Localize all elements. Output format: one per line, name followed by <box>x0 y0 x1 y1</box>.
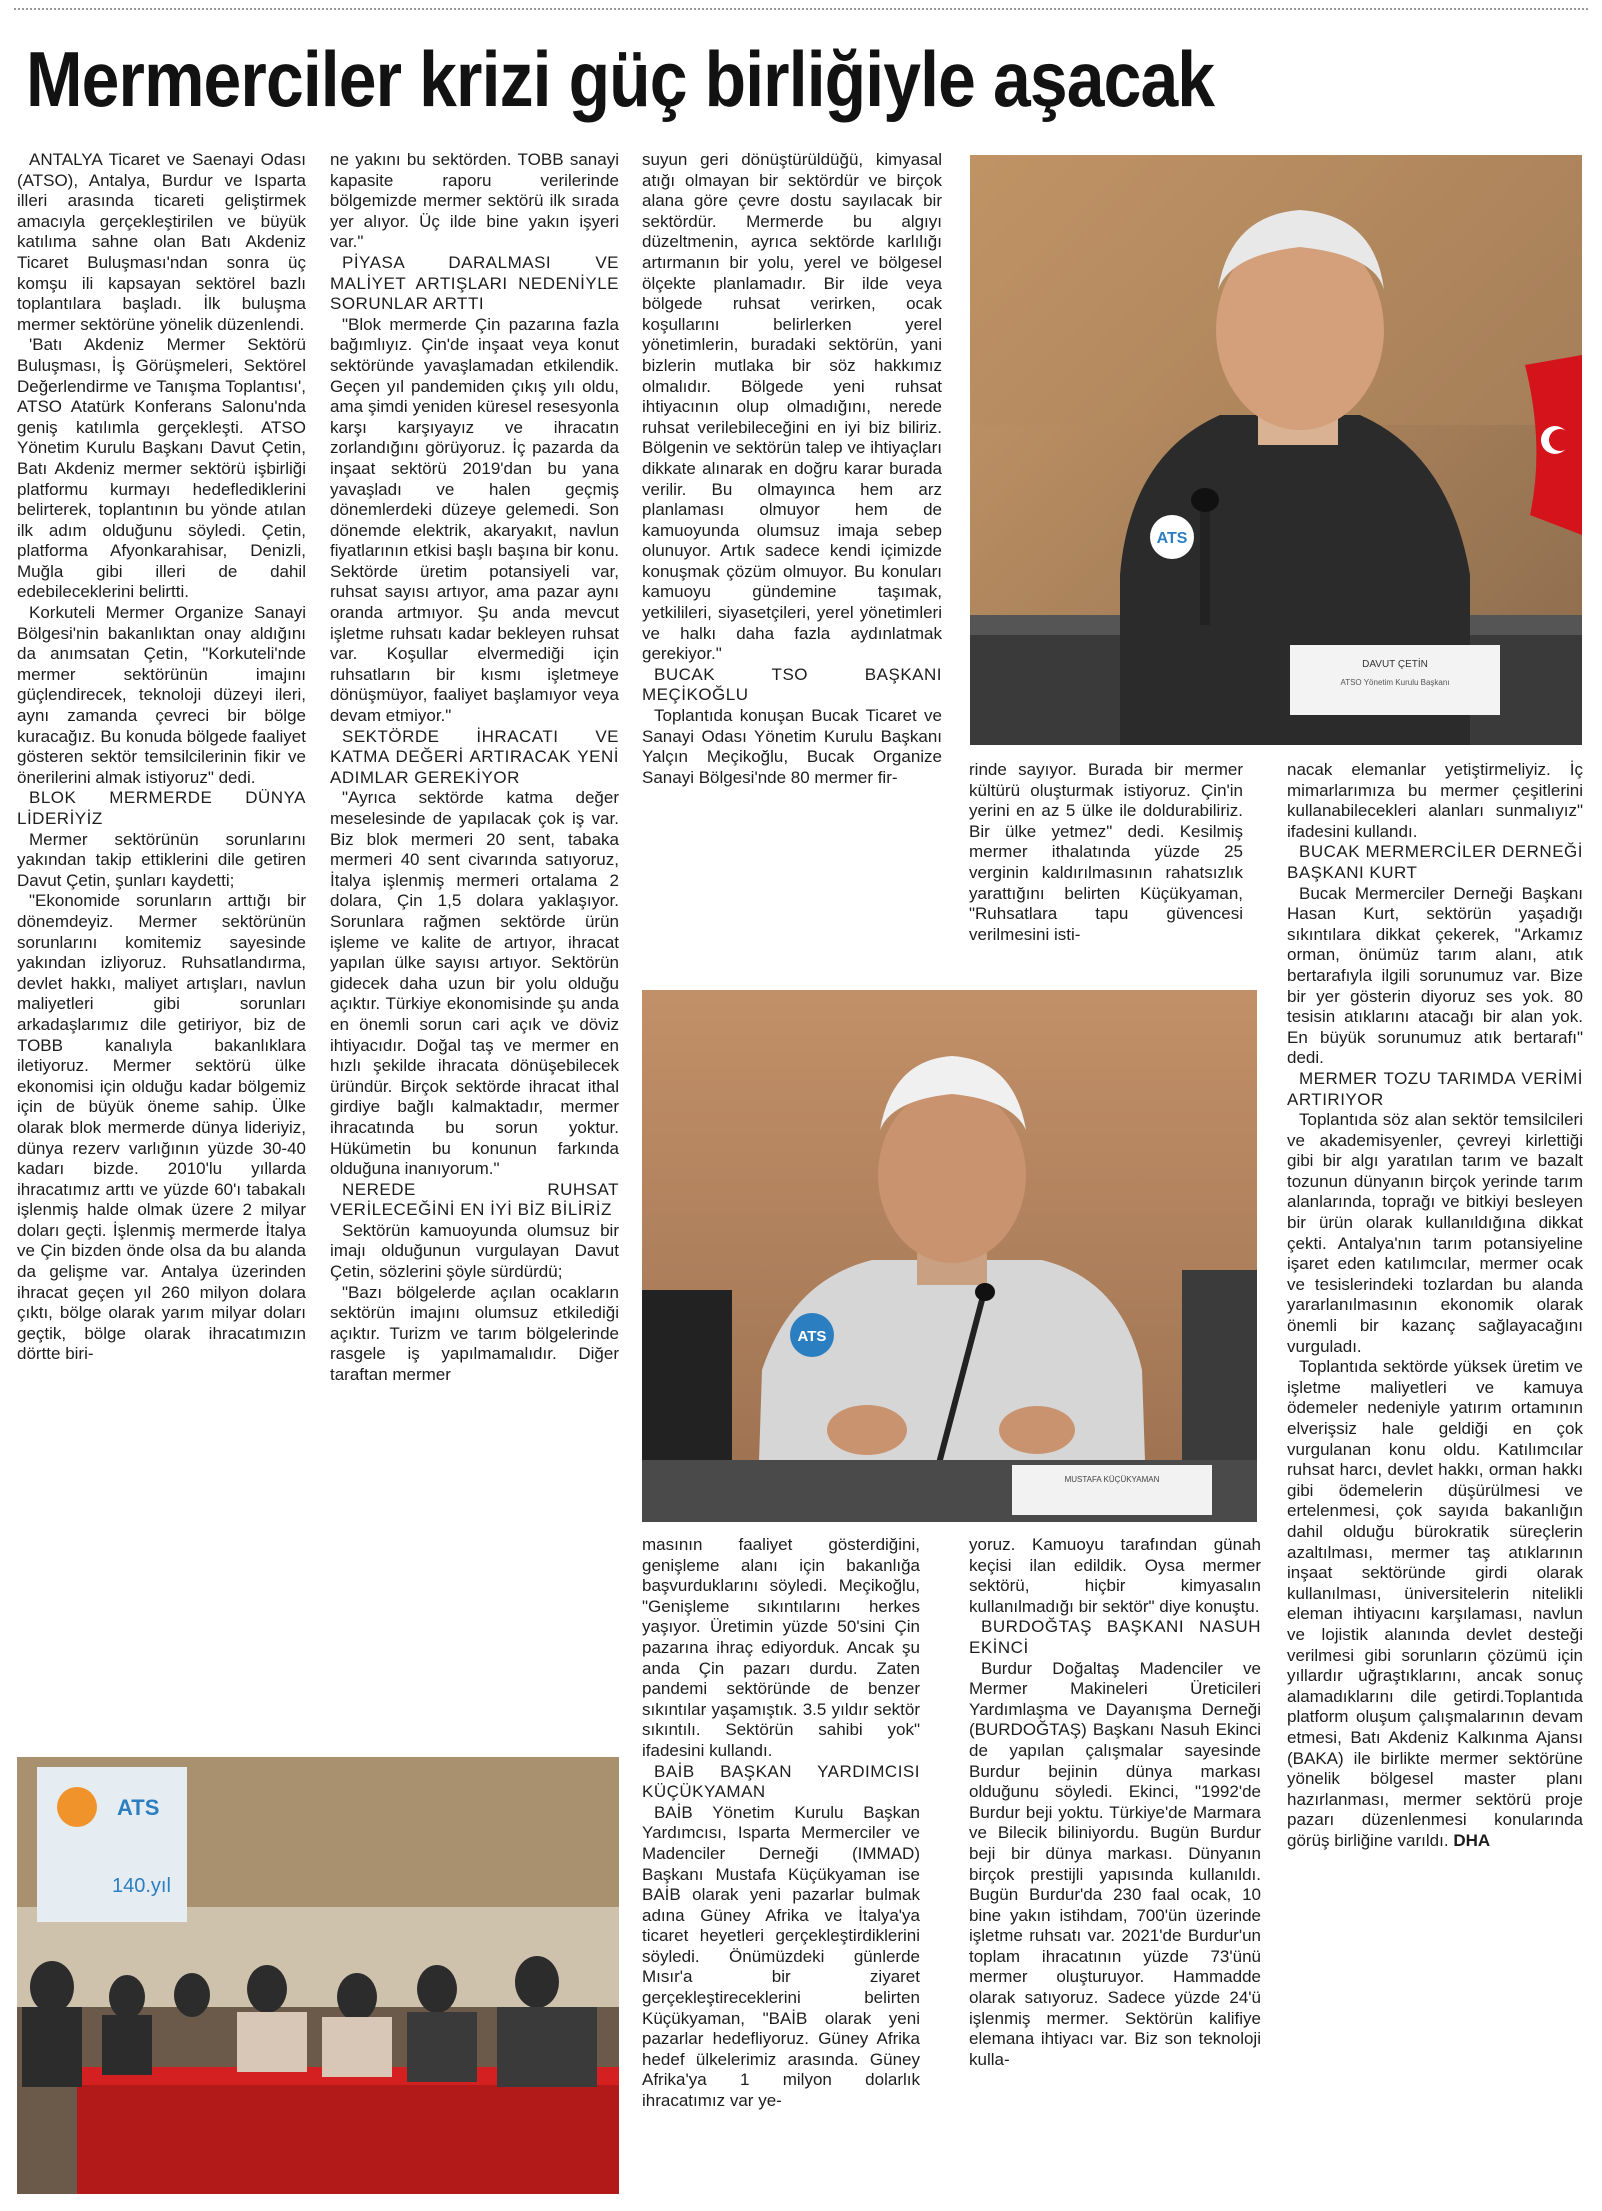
subheading: SEKTÖRDE İHRACATI VE KATMA DEĞERİ ARTIRACAK YENİ ADIMLAR GEREKİYOR <box>330 726 619 787</box>
article-column-2 <box>330 150 619 1740</box>
paragraph: "Ayrıca sektörde katma değer meselesinde de yapılacak çok iş var. Biz blok mermeri 20 sent, tabaka mermeri 40 sent civarında satıyoruz, İtalya işlenmiş mermeri ortalama 2 dolara, Çin 1,5 dolara yaklaşıyor. Sorunlara rağmen sektörde ürün işleme ve kalite de artıyor, ihracat yapılan ülke sayısı artıyor. Sektörün gidecek daha uzun bir yolu olduğu açıktır. Türkiye ekonomisinde şu anda en önemli sorun cari açık ve döviz ihtiyacıdır. Doğal taş ve mermer en hızlı şekilde ihracata dönüşebilecek üründür. Birçok sektörde ihracat ithal girdiye bağlı kalmaktadır, mermer ihracatında bu sorun yoktur. Hükümetin bu konunun farkında olduğuna inanıyorum." <box>330 788 619 1179</box>
article-column-4-top <box>969 760 1243 975</box>
article-column-1 <box>17 150 306 1740</box>
paragraph: masının faaliyet gösterdiğini, genişleme alanı için bakanlığa başvurduklarını söyledi. Meçikoğlu, "Genişleme sıkıntılarını herkes yaşıyor. Üretimin yüzde 50'sini Çin pazarına ihraç ediyorduk. Ancak şu anda Çin pazarı durdu. Zaten pandemi sektöründe de benzer sıkıntılar yaşamıştık. 3.5 yıldır sektör sıkıntılı. Sektörün sahibi yok" ifadesini kullandı. <box>642 1535 920 1760</box>
banner-anniversary: 140.yıl <box>112 1875 171 1897</box>
atso-badge: ATS <box>797 1328 827 1345</box>
paragraph: rinde sayıyor. Burada bir mermer kültürü oluşturmak istiyoruz. Çin'in yerini en az 5 ülke ile doldurabiliriz. Bir ülke yetmez" dedi. Kesilmiş mermer ithalatında yüzde 25 verginin kaldırılmasının rahatsızlık yarattığını belirten Küçükyaman, "Ruhsatlara tapu güvencesi verilmesini isti- <box>969 760 1243 944</box>
paragraph: yoruz. Kamuoyu tarafından günah keçisi ilan edildik. Oysa mermer sektörü, hiçbir kimyasalın kullanılmadığı bir sektör" diye konuştu. <box>969 1535 1261 1616</box>
subheading: PİYASA DARALMASI VE MALİYET ARTIŞLARI NEDENİYLE SORUNLAR ARTTI <box>330 252 619 314</box>
byline: DHA <box>1453 1830 1491 1850</box>
top-rule <box>14 8 1588 10</box>
headline: Mermerciler krizi güç birliğiyle aşacak <box>26 35 1215 123</box>
paragraph: BAİB Yönetim Kurulu Başkan Yardımcısı, Isparta Mermerciler ve Madenciler Derneği (IMMAD) Başkanı Mustafa Küçükyaman ise BAİB olarak yeni pazarlar bulmak adına Güney Afrika ve İtalya'ya ticaret heyetleri gerçekleştirdiklerini söyledi. Önümüzdeki günlerde Mısır'a bir ziyaret gerçekleştireceklerini belirten Küçükyaman, "BAİB olarak yeni pazarlar hedefliyoruz. Güney Afrika hedef ülkelerimiz arasında. Güney Afrika'ya 1 milyon dolarlık ihracatımız var ye- <box>642 1802 920 2111</box>
article-column-3-bottom <box>642 1535 920 2201</box>
paragraph: Korkuteli Mermer Organize Sanayi Bölgesi'nin bakanlıktan onay aldığını da anımsatan Çetin, "Korkuteli'nde mermer sektörünün imajını güçlendirecek, teknoloji düzeyi ileri, aynı zamanda çevreci bir bölge kuracağız. Bu konuda bölgede faaliyet gösteren sektör temsilcilerinin fikir ve önerilerini almak istiyoruz" dedi. <box>17 603 306 787</box>
nameplate-name: DAVUT ÇETİN <box>1362 659 1428 670</box>
paragraph: ne yakını bu sektörden. TOBB sanayi kapasite raporu verilerinde bölgemizde mermer sektörü ilk sırada yer alıyor. Üç ilde bine yakın işyeri var." <box>330 150 619 252</box>
article-column-4-bottom <box>969 1535 1261 2201</box>
nameplate-name: MUSTAFA KÜÇÜKYAMAN <box>1064 1475 1160 1484</box>
paragraph: nacak elemanlar yetiştirmeliyiz. İç mimarlarımıza bu mermer çeşitlerini kullanabilecekleri alanları sunmalıyız" ifadesini kullandı. <box>1287 760 1583 841</box>
subheading: BUCAK MERMERCİLER DERNEĞİ BAŞKANI KURT <box>1287 842 1583 882</box>
paragraph: Toplantıda konuşan Bucak Ticaret ve Sanayi Odası Yönetim Kurulu Başkanı Yalçın Meçikoğlu, Bucak Organize Sanayi Bölgesi'nde 80 mermer fir- <box>642 706 942 787</box>
nameplate-title: ATSO Yönetim Kurulu Başkanı <box>1340 678 1450 687</box>
paragraph: 'Batı Akdeniz Mermer Sektörü Buluşması, İş Görüşmeleri, Sektörel Değerlendirme ve Tanışma Toplantısı', ATSO Atatürk Konferans Salonu'nda geniş katılımla gerçekleşti. ATSO Yönetim Kurulu Başkanı Davut Çetin, Batı Akdeniz mermer sektörü işbirliği platformu kurmayı hedeflediklerini belirterek, toplantının bu yönde atılan ilk adım olduğunu söyledi. Çetin, platforma Afyonkarahisar, Denizli, Muğla gibi illeri de dahil edebileceklerini belirtti. <box>17 335 306 602</box>
subheading: NEREDE RUHSAT VERİLECEĞİNİ EN İYİ BİZ BİLİRİZ <box>330 1179 619 1220</box>
subheading: BURDOĞTAŞ BAŞKANI NASUH EKİNCİ <box>969 1617 1261 1657</box>
paragraph: Toplantıda sektörde yüksek üretim ve işletme maliyetleri ve kamuya ödemeler nedeniyle yatırım ortamının elverişsiz hale geldiği en çok vurgulanan konu oldu. Katılımcılar ruhsat harcı, devlet hakkı, orman hakkı gibi ödemelerin düşürülmesi ve ertelenmesi, çok sayıda bakanlığın dahil olduğu bürokratik süreçlerin azaltılması, mermer taş atıklarının inşaat sektöründe girdi olarak kullanılması, üniversitelerin nitelikli eleman ihtiyacını karşılaması, navlun ve lojistik alanında devlet desteği verilmesi gibi sorunların çözümü için yıllardır uğraştıklarını, ancak sonuç alamadıklarını dile getirdi.Toplantıda platform oluşum çalışmalarının devam etmesi, Batı Akdeniz Kalkınma Ajansı (BAKA) ile birlikte mermer sektörüne yönelik bölgesel master planı hazırlanması, mermer sektörü proje pazarı düzenlenmesi konularında görüş birliğine varıldı. DHA <box>1287 1357 1583 1850</box>
article-column-5 <box>1287 760 1583 2201</box>
paragraph: Mermer sektörünün sorunlarını yakından takip ettiklerini dile getiren Davut Çetin, şunları kaydetti; <box>17 829 306 890</box>
photo-audience <box>17 1757 619 2194</box>
article-column-3-top <box>642 150 942 980</box>
subheading: BUCAK TSO BAŞKANI MEÇİKOĞLU <box>642 664 942 705</box>
subheading: MERMER TOZU TARIMDA VERİMİ ARTIRIYOR <box>1287 1068 1583 1109</box>
paragraph: suyun geri dönüştürüldüğü, kimyasal atığı olmayan bir sektördür ve birçok alana göre çevre dostu sayılacak bir sektördür. Mermerde bu algıyı düzeltmenin, ayrıca sektörde karlılığı artırmanın bir yolu, yerel ve bölgesel ölçekte planlamadır. Bir ilde veya bölgede ruhsat verirken, ocak koşullarını belirlerken yerel yönetimlerin, buradaki sektörün, yani bizlerin mutlaka bir söz hakkımız olmalıdır. Bölgede yeni ruhsat ihtiyacının olup olmadığını, nerede ruhsat verilebileceğini en iyi biz biliriz. Bölgenin ve sektörün talep ve ihtiyaçları dikkate alınarak en doğru karar burada verilir. Bu olmayınca hem arz planlaması olmuyor hem de kamuoyunda olumsuz imaja sebep olunuyor. Artık sadece kendi içimizde konuşmak çözüm olmuyor. Bu konuları kamuoyu gündemine taşımak, yetkilileri, siyasetçileri, yerel yönetimleri ve halkı daha fazla aydınlatmak gerekiyor." <box>642 150 942 664</box>
photo-speaker-kucukyaman <box>642 990 1257 1522</box>
banner-logo: ATS <box>117 1795 160 1820</box>
subheading: BLOK MERMERDE DÜNYA LİDERİYİZ <box>17 788 306 828</box>
paragraph: Burdur Doğaltaş Madenciler ve Mermer Makineleri Üreticileri Yardımlaşma ve Dayanışma Derneği (BURDOĞTAŞ) Başkanı Nasuh Ekinci de yapılan çalışmalar sayesinde Burdur bejinin dünya markası olduğunu söyledi. Ekinci, "1992'de Burdur beji yoktu. Türkiye'de Marmara ve Bilecik biliniyordu. Bugün Burdur beji bir dünya markası. Dünyanın birçok prestijli yapısında kullanıldı. Bugün Burdur'da 230 faal ocak, 10 bine yakın istihdam, 700'ün üzerinde işletme ruhsatı var. 2021'de Burdur'un toplam ihracatının yüzde 73'ünü mermer oluşturuyor. Hammadde olarak satıyoruz. Sadece yüzde 24'ü işlenmiş mermer. Sektörün kalifiye elemana ihtiyacı var. Biz son teknoloji kulla- <box>969 1658 1261 2069</box>
paragraph: "Ekonomide sorunların arttığı bir dönemdeyiz. Mermer sektörünün sorunlarını komitemiz sayesinde yakından izliyoruz. Ruhsatlandırma, devlet hakkı, maliyet artışları, navlun maliyetleri gibi sorunları arkadaşlarımız dile getiriyor, biz de TOBB kanalıyla bakanlıklara iletiyoruz. Mermer sektörü ülke ekonomisi için olduğu kadar bölgemiz için de büyük öneme sahip. Ülke olarak blok mermerde dünya lideriyiz, dünya rezerv varlığının yüzde 30-40 kadarı bizde. 2010'lu yıllarda ihracatımız arttı ve yüzde 60'ı tabakalı işlenmiş halde olmak üzere 2 milyar doları geçti. İşlenmiş mermerde İtalya ve Çin bizden önde olsa da bu alanda da gelişme var. Antalya üzerinden ihracat geçen yıl 260 milyon dolara çıktı, bölge olarak yarım milyar doları geçtik, bölge olarak ihracatımızın dörtte biri- <box>17 891 306 1364</box>
paragraph: Sektörün kamuoyunda olumsuz bir imajı olduğunun vurgulayan Davut Çetin, sözlerini şöyle sürdürdü; <box>330 1220 619 1282</box>
paragraph: "Blok mermerde Çin pazarına fazla bağımlıyız. Çin'de inşaat veya konut sektöründe yavaşlamadan etkilendik. Geçen yıl pandemiden çıkış yılı oldu, ama şimdi yeniden küresel resesyonla karşı karşıyayız ve ihracatın zorlandığını görüyoruz. İç pazarda da inşaat sektörü 2019'dan bu yana yavaşladı ve halen geçmiş dönemlerdeki düzeye gelemedi. Son dönemde elektrik, akaryakıt, navlun fiyatlarının etkisi başlı başına bir konu. Sektörde üretim potansiyeli var, ruhsat sayısı artıyor, ama pazar aynı oranda artmıyor. Şu anda mevcut işletme ruhsatı kadar bekleyen ruhsat var. Koşullar elvermediği için ruhsatların bir kısmı işletmeye dönüşmüyor, faaliyet başlamıyor veya devam etmiyor." <box>330 314 619 726</box>
paragraph: ANTALYA Ticaret ve Saenayi Odası (ATSO), Antalya, Burdur ve Isparta illeri arasında ticareti geliştirmek amacıyla gerçekleştirilen ve büyük katılıma sahne olan Batı Akdeniz Ticaret Buluşması'ndan sonra üç komşu ili kapsayan sektörel bazlı toplantılara başladı. İlk buluşma mermer sektörüne yönelik düzenlendi. <box>17 150 306 334</box>
paragraph: Bucak Mermerciler Derneği Başkanı Hasan Kurt, sektörün yaşadığı sıkıntılara dikkat çekerek, "Arkamız orman, önümüz tarım alanı, atık bertarafıyla ilgili sorunumuz var. Bize bir yer gösterin diyoruz ses yok. 80 tesisin atıklarını atacağı bir alan yok. En büyük sorunumuz atık bertarafı" dedi. <box>1287 883 1583 1068</box>
atso-badge: ATS <box>1156 530 1188 547</box>
paragraph: "Bazı bölgelerde açılan ocakların sektörün imajını olumsuz etkilediği açıktır. Turizm ve tarım bölgelerinde rasgele iş yapılmamalıdır. Diğer taraftan mermer <box>330 1282 619 1385</box>
photo-speaker-davut-cetin <box>970 155 1582 745</box>
paragraph: Toplantıda söz alan sektör temsilcileri ve akademisyenler, çevreyi kirlettiği gibi bir algı yaratılan tarım ve bazalt tozunun dünyanın birçok yerinde tarım alanlarında, toprağı ve bitkiyi besleyen bir ürün olarak kullanıldığına dikkat çekti. Antalya'nın tarım potansiyeline işaret eden katılımcılar, mermer ocak ve tesislerindeki tozlardan bu alanda yararlanılmasının ekonomik olarak önemli bir kazanç sağlayacağını vurguladı. <box>1287 1110 1583 1356</box>
subheading: BAİB BAŞKAN YARDIMCISI KÜÇÜKYAMAN <box>642 1761 920 1802</box>
